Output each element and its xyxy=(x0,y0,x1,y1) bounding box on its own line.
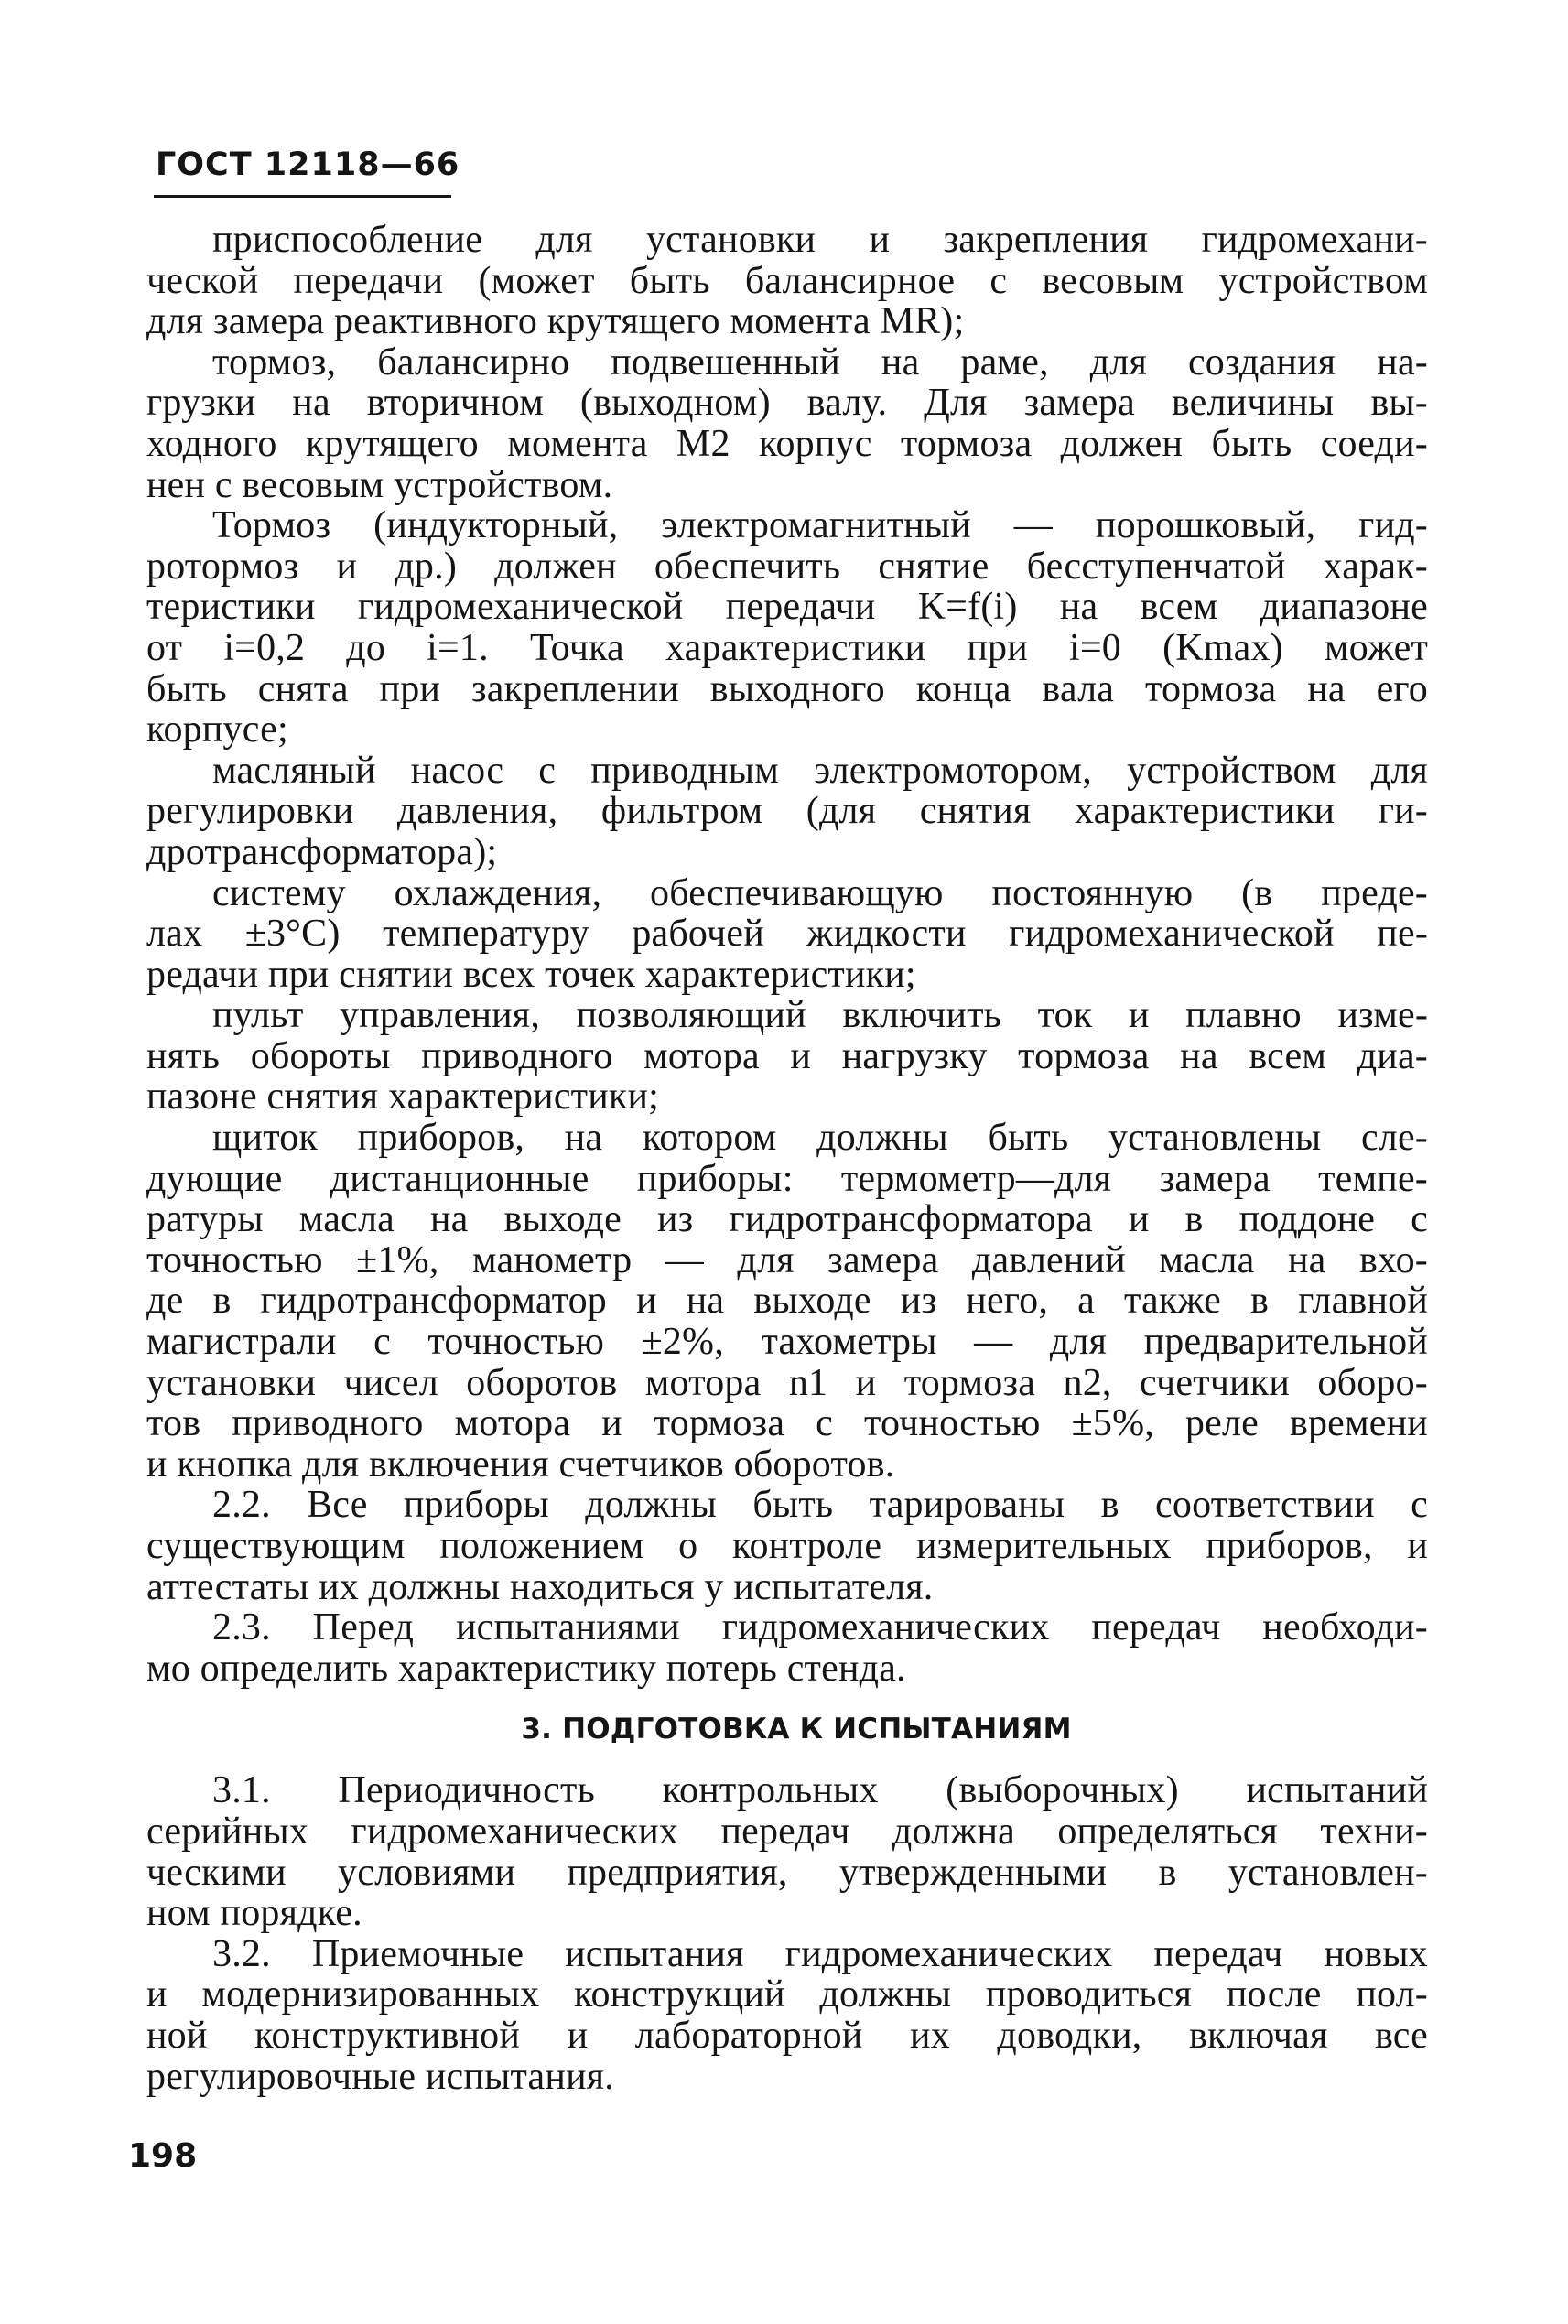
text-line: аттестаты их должны находиться у испытателя. xyxy=(146,1565,934,1608)
text-line: от i=0,2 до i=1. Точка характеристики при i=0 (Kmax) может xyxy=(146,626,1428,669)
section-heading: 3. ПОДГОТОВКА К ИСПЫТАНИЯМ xyxy=(521,1713,1072,1746)
text-line: 2.3. Перед испытаниями гидромеханических передач необходи- xyxy=(212,1606,1428,1649)
text-line: точностью ±1%, манометр — для замера давлений масла на вхо- xyxy=(146,1238,1428,1281)
text-line: мо определить характеристику потерь стенда. xyxy=(146,1647,906,1690)
text-line: ратуры масла на выходе из гидротрансформатора и в поддоне с xyxy=(146,1198,1428,1241)
text-line: нен с весовым устройством. xyxy=(146,463,613,506)
text-line: Тормоз (индукторный, электромагнитный — порошковый, гид- xyxy=(212,504,1428,547)
text-line: редачи при снятии всех точек характеристики; xyxy=(146,953,916,996)
text-line: установки чисел оборотов мотора n1 и тормоза n2, счетчики оборо- xyxy=(146,1361,1428,1404)
text-line: 2.2. Все приборы должны быть тарированы в соответствии с xyxy=(212,1484,1428,1527)
text-line: ротормоз и др.) должен обеспечить снятие бесступенчатой харак- xyxy=(146,545,1428,588)
text-line: магистрали с точностью ±2%, тахометры — для предварительной xyxy=(146,1321,1428,1364)
text-line: ной конструктивной и лабораторной их доводки, включая все xyxy=(146,2014,1428,2057)
text-line: для замера реактивного крутящего момента MR); xyxy=(146,300,965,343)
text-line: дротрансформатора); xyxy=(146,830,498,873)
text-line: 3.2. Приемочные испытания гидромеханических передач новых xyxy=(212,1932,1428,1975)
text-line: и кнопка для включения счетчиков оборотов. xyxy=(146,1443,895,1486)
page-number: 198 xyxy=(128,2137,198,2175)
text-line: 3.1. Периодичность контрольных (выборочных) испытаний xyxy=(212,1769,1428,1812)
text-line: ческими условиями предприятия, утвержденными в установлен- xyxy=(146,1851,1428,1894)
text-line: регулировки давления, фильтром (для снятия характеристики ги- xyxy=(146,790,1428,833)
text-line: систему охлаждения, обеспечивающую постоянную (в преде- xyxy=(212,871,1428,914)
document-header: ГОСТ 12118—66 xyxy=(156,146,460,183)
text-line: ходного крутящего момента M2 корпус тормоза должен быть соеди- xyxy=(146,422,1428,465)
text-line: пульт управления, позволяющий включить ток и плавно изме- xyxy=(212,994,1428,1037)
text-line: ческой передачи (может быть балансирное с весовым устройством xyxy=(146,259,1428,302)
text-line: и модернизированных конструкций должны проводиться после пол- xyxy=(146,1973,1428,2016)
text-line: щиток приборов, на котором должны быть установлены сле- xyxy=(212,1117,1428,1160)
text-line: серийных гидромеханических передач должна определяться техни- xyxy=(146,1810,1428,1853)
body-text xyxy=(146,220,1428,2097)
text-line: существующим положением о контроле измерительных приборов, и xyxy=(146,1525,1428,1567)
text-line: корпусе; xyxy=(146,708,288,751)
text-line: теристики гидромеханической передачи K=f(i) на всем диапазоне xyxy=(146,586,1428,629)
text-line: тормоз, балансирно подвешенный на раме, для создания на- xyxy=(212,340,1428,384)
text-line: ном порядке. xyxy=(146,1892,362,1935)
text-line: быть снята при закреплении выходного конца вала тормоза на его xyxy=(146,667,1428,710)
text-line: приспособление для установки и закрепления гидромехани- xyxy=(212,219,1428,261)
text-line: грузки на вторичном (выходном) валу. Для замера величины вы- xyxy=(146,382,1428,425)
text-line: лах ±3°С) температуру рабочей жидкости гидромеханической пе- xyxy=(146,913,1428,956)
text-line: дующие дистанционные приборы: термометр—для замера темпе- xyxy=(146,1157,1428,1200)
text-line: тов приводного мотора и тормоза с точностью ±5%, реле времени xyxy=(146,1402,1428,1445)
header-underline xyxy=(154,195,451,198)
text-line: масляный насос с приводным электромотором, устройством для xyxy=(212,749,1428,792)
text-line: де в гидротрансформатор и на выходе из него, а также в главной xyxy=(146,1280,1428,1323)
text-line: нять обороты приводного мотора и нагрузку тормоза на всем диа- xyxy=(146,1034,1428,1077)
text-line: регулировочные испытания. xyxy=(146,2055,614,2098)
text-line: пазоне снятия характеристики; xyxy=(146,1076,660,1119)
